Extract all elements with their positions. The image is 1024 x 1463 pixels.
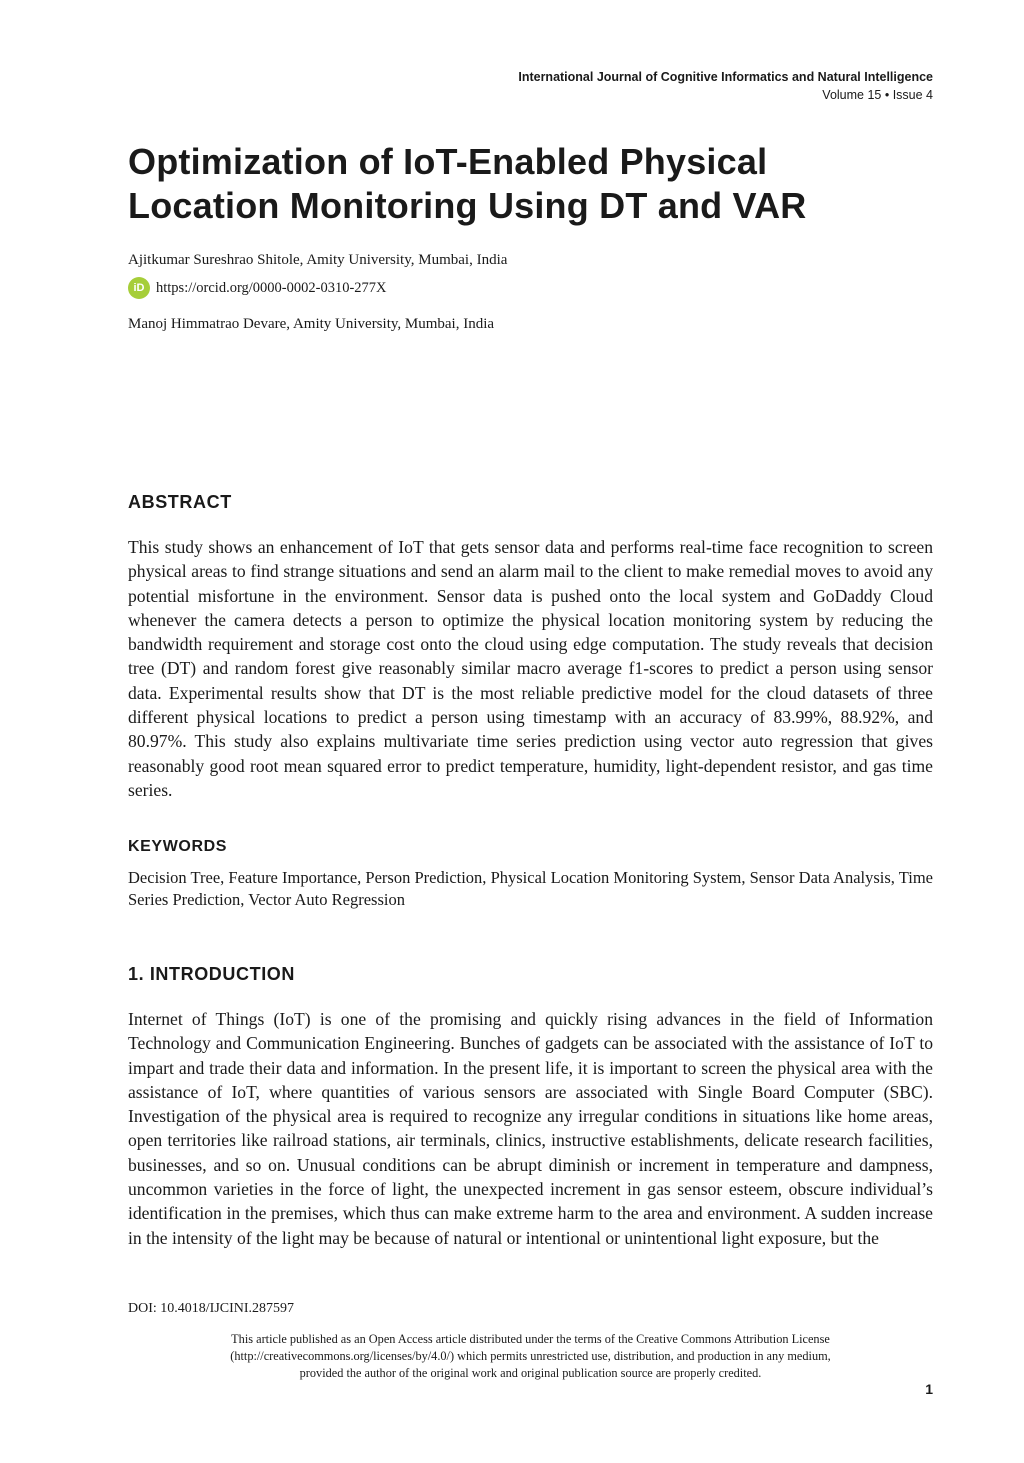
keywords-heading: KEYWORDS — [128, 838, 228, 855]
doi: DOI: 10.4018/IJCINI.287597 — [128, 1301, 295, 1316]
introduction-heading: 1. INTRODUCTION — [128, 964, 296, 984]
orcid-row — [128, 278, 387, 298]
abstract-heading: ABSTRACT — [128, 492, 232, 512]
orcid-link[interactable]: https://orcid.org/0000-0002-0310-277X — [156, 280, 387, 296]
author-2: Manoj Himmatrao Devare, Amity University, Mumbai, India — [128, 316, 495, 332]
author-1: Ajitkumar Sureshrao Shitole, Amity University, Mumbai, India — [128, 252, 508, 268]
journal-header — [518, 68, 933, 104]
introduction-text: Internet of Things (IoT) is one of the promising and quickly rising advances in the field of Information Technology and Communication Engineering. Bunches of gadgets can be associated with the assistance of IoT to impart and trade their data and information. In the present life, it is important to screen the physical area with the assistance of IoT, where quantities of various sensors are associated with Single Board Computer (SBC). Investigation of the physical area is required to recognize any irregular conditions in situations like home areas, open territories like railroad stations, air terminals, clinics, instructive establishments, delicate research facilities, businesses, and so on. Unusual conditions can be abrupt diminish or increment in temperature and dampness, uncommon varieties in the force of light, the unexpected increment in gas sensor esteem, obscure individual’s identification in the premises, which thus can make extreme harm to the area and environment. A sudden increase in the intensity of the light may be because of natural or intentional or unintentional light exposure, but the — [128, 1009, 933, 1248]
page-number: 1 — [925, 1381, 933, 1397]
license-line-1: This article published as an Open Access article distributed under the terms of the Creative Commons Attribution License — [231, 1332, 830, 1346]
orcid-icon: iD — [128, 277, 150, 299]
article-title-line-2: Location Monitoring Using DT and VAR — [128, 185, 807, 226]
article-title — [128, 140, 918, 228]
article-title-line-1: Optimization of IoT-Enabled Physical — [128, 141, 768, 182]
license-notice — [128, 1331, 933, 1382]
license-line-3: provided the author of the original work and original publication source are properly credited. — [299, 1366, 762, 1380]
journal-name: International Journal of Cognitive Informatics and Natural Intelligence — [518, 70, 933, 84]
journal-issue: Volume 15 • Issue 4 — [822, 88, 933, 102]
abstract-text: This study shows an enhancement of IoT that gets sensor data and performs real-time face recognition to screen physical areas to find strange situations and send an alarm mail to the client to make remedial moves to avoid any potential misfortune in the environment. Sensor data is pushed onto the local system and GoDaddy Cloud whenever the camera detects a person to optimize the physical location monitoring system by reducing the bandwidth requirement and storage cost onto the cloud using edge computation. The study reveals that decision tree (DT) and random forest give reasonably similar macro average f1-scores to predict a person using sensor data. Experimental results show that DT is the most reliable predictive model for the cloud datasets of three different physical locations to predict a person using timestamp with an accuracy of 83.99%, 88.92%, and 80.97%. This study also explains multivariate time series prediction using vector auto regression that gives reasonably good root mean squared error to predict temperature, humidity, light-dependent resistor, and gas time series. — [128, 537, 933, 800]
license-line-2: (http://creativecommons.org/licenses/by/4.0/) which permits unrestricted use, distribution, and production in any medium, — [230, 1349, 831, 1363]
keywords-text: Decision Tree, Feature Importance, Person Prediction, Physical Location Monitoring System, Sensor Data Analysis, Time Series Prediction, Vector Auto Regression — [128, 868, 933, 909]
